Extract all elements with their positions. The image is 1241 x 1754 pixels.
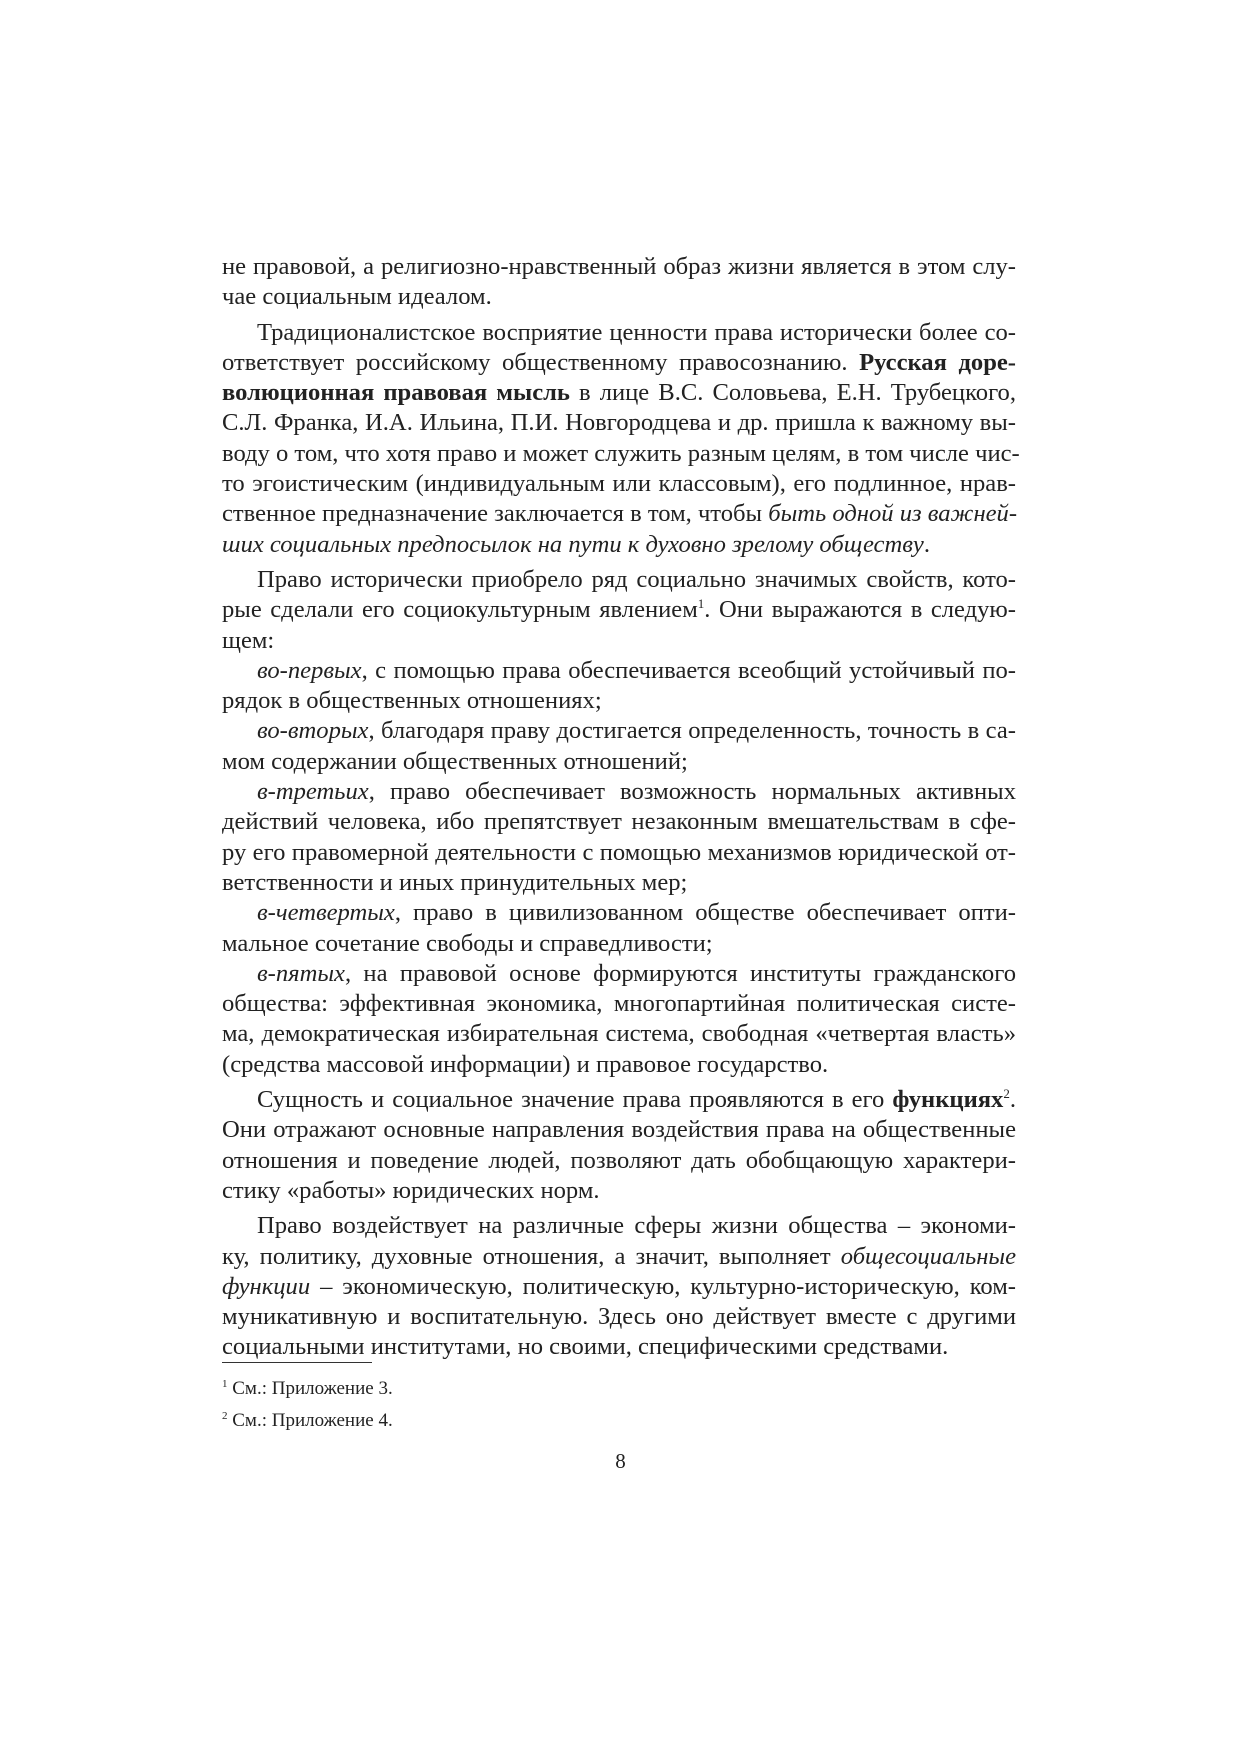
text-line: чае социальным идеалом. <box>222 283 492 311</box>
text-line: то эгоистическим (индивидуальным или классовым), его подлинное, нрав- <box>222 470 1016 498</box>
text-line: рые сделали его социокультурным явлением$^1$. Они выражаются в следую- <box>222 596 1016 624</box>
footnote <box>222 1405 1016 1437</box>
body-text <box>222 252 1020 1363</box>
text-line: стику «работы» юридических норм. <box>222 1176 600 1204</box>
list-item-line: во-вторых, благодаря праву достигается определенность, точность в са- <box>257 717 1016 745</box>
text-line: ших социальных предпосылок на пути к духовно зрелому обществу. <box>222 530 930 558</box>
item-marker: во-первых <box>257 656 362 684</box>
text-line: мом содержании общественных отношений; <box>222 747 688 775</box>
text-line: волюционная правовая мысль в лице В.С. Соловьева, Е.Н. Трубецкого, <box>222 379 1016 407</box>
text-line: общества: эффективная экономика, многопартийная политическая систе- <box>222 990 1016 1018</box>
italic-phrase: быть одной из важней- <box>768 500 1018 528</box>
footnote <box>222 1373 1016 1405</box>
text-line: мальное сочетание свободы и справедливости; <box>222 929 713 957</box>
text-line: рядок в общественных отношениях; <box>222 687 602 715</box>
item-marker: в-пятых <box>257 959 345 987</box>
text-line: Они отражают основные направления воздействия права на общественные <box>222 1116 1016 1144</box>
bold-term: волюционная правовая мысль <box>222 379 570 407</box>
text-line: ма, демократическая избирательная система, свободная «четвертая власть» <box>222 1020 1016 1048</box>
text-line: (средства массовой информации) и правовое государство. <box>222 1050 829 1078</box>
text-line: ответствует российскому общественному правосознанию. Русская доре- <box>222 348 1016 376</box>
footnote-number: 1 <box>222 1378 228 1390</box>
text-line: С.Л. Франка, И.А. Ильина, П.И. Новгородцева и др. пришла к важному вы- <box>222 409 1016 437</box>
footnote-text: См.: Приложение 4. <box>232 1410 393 1431</box>
list-item-line: в-четвертых, право в цивилизованном обществе обеспечивает опти- <box>257 899 1016 927</box>
item-marker: в-третьих <box>257 778 369 806</box>
text-line: Право исторически приобрело ряд социально значимых свойств, кото- <box>257 565 1016 593</box>
text-line: отношения и поведение людей, позволяют дать обобщающую характери- <box>222 1146 1016 1174</box>
item-marker: в-четвертых <box>257 899 395 927</box>
footnotes <box>222 1373 1016 1437</box>
text-line: Традиционалистское восприятие ценности права исторически более со- <box>257 318 1016 346</box>
text-line: не правовой, а религиозно-нравственный образ жизни является в этом слу- <box>222 253 1016 280</box>
footnote-number: 2 <box>222 1410 228 1422</box>
text-line: ку, политику, духовные отношения, а значит, выполняет общесоциальные <box>222 1242 1017 1270</box>
text-line: Сущность и социальное значение права проявляются в его функциях$^2$. <box>257 1086 1016 1114</box>
text-line: ветственности и иных принудительных мер; <box>222 868 688 896</box>
bold-term: функциях <box>892 1086 1004 1114</box>
text-line: действий человека, ибо препятствует незаконным вмешательствам в сфе- <box>222 808 1016 836</box>
footnote-separator <box>222 1362 372 1363</box>
footnote-text: См.: Приложение 3. <box>232 1378 393 1399</box>
text-line: Право воздействует на различные сферы жизни общества – экономи- <box>257 1212 1016 1240</box>
text-line: воду о том, что хотя право и может служить разным целям, в том числе чис- <box>222 439 1020 467</box>
bold-term: Русская доре- <box>859 348 1016 376</box>
text-line: щем: <box>222 626 275 654</box>
footnote-ref: 1 <box>697 596 705 612</box>
text-line: ственное предназначение заключается в том, чтобы быть одной из важней- <box>222 500 1018 528</box>
list-item-line: в-третьих, право обеспечивает возможность нормальных активных <box>257 778 1016 806</box>
italic-phrase: ших социальных предпосылок на пути к духовно зрелому обществу <box>222 530 924 558</box>
text-line: функции – экономическую, политическую, культурно-историческую, ком- <box>222 1272 1016 1300</box>
text-line: ру его правомерной деятельности с помощью механизмов юридической от- <box>222 838 1016 866</box>
text-line: муникативную и воспитательную. Здесь оно действует вместе с другими <box>222 1303 1016 1331</box>
text-line: социальными институтами, но своими, специфическими средствами. <box>222 1333 949 1361</box>
italic-phrase: функции <box>222 1272 311 1300</box>
list-item-line: в-пятых, на правовой основе формируются институты гражданского <box>257 959 1016 987</box>
footnote-ref: 2 <box>1003 1086 1010 1102</box>
item-marker: во-вторых <box>257 717 369 745</box>
page-number: 8 <box>615 1449 626 1473</box>
italic-phrase: общесоциальные <box>840 1242 1017 1270</box>
list-item-line: во-первых, с помощью права обеспечивается всеобщий устойчивый по- <box>257 656 1016 684</box>
